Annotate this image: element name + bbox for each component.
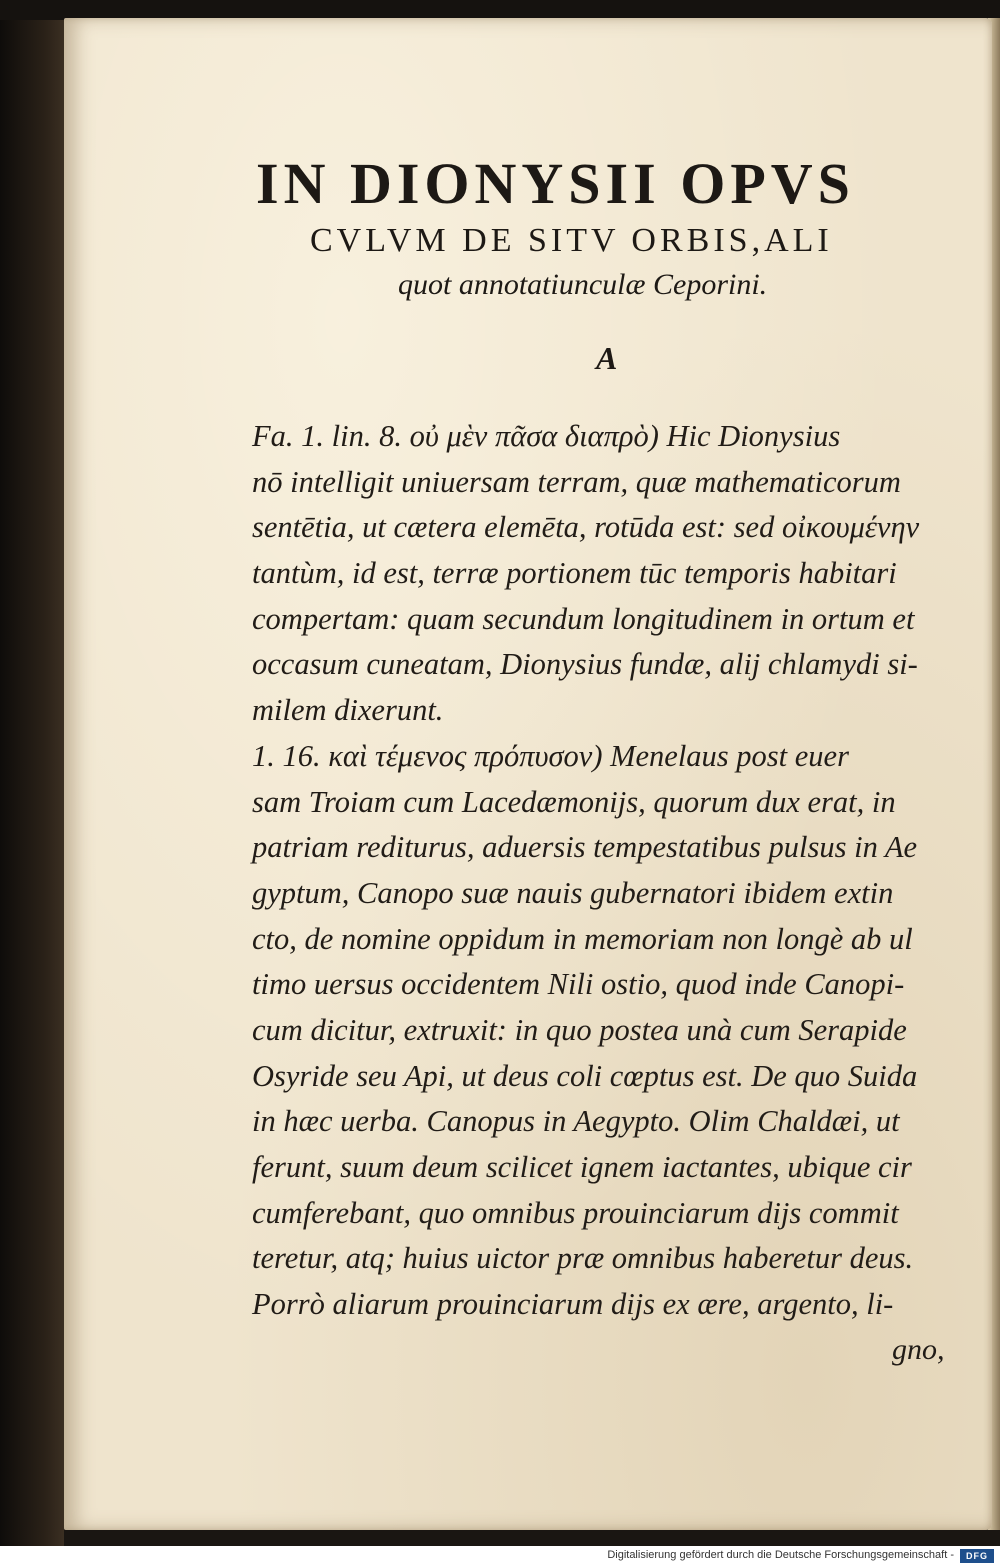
page-title-line-1: IN DIONYSII OPVS <box>256 151 855 216</box>
body-text <box>252 414 962 1328</box>
dfg-logo: DFG <box>960 1549 994 1563</box>
text-line: cumferebant, quo omnibus prouinciarum dijs commit <box>252 1195 899 1230</box>
text-line: cum dicitur, extruxit: in quo postea unà cum Serapide <box>252 1012 907 1047</box>
text-line: sam Troiam cum Lacedæmonijs, quorum dux erat, in <box>252 784 896 819</box>
text-line: compertam: quam secundum longitudinem in ortum et <box>252 601 915 636</box>
scan-background-top <box>0 0 1000 20</box>
footer-credit: Digitalisierung gefördert durch die Deutsche Forschungsgemeinschaft - <box>607 1549 954 1561</box>
scan-background-left <box>0 0 64 1566</box>
page-title-line-2: CVLVM DE SITV ORBIS,ALI <box>310 222 833 259</box>
text-line: ferunt, suum deum scilicet ignem iactantes, ubique cir <box>252 1150 912 1184</box>
text-line: teretur, atq; huius uictor præ omnibus haberetur deus. <box>252 1241 914 1276</box>
text-line: sentētia, ut cætera elemēta, rotūda est: sed οἰκουμένην <box>252 510 920 545</box>
text-line: cto, de nomine oppidum in memoriam non longè ab ul <box>252 921 913 956</box>
page-title-line-3: quot annotatiunculæ Ceporini. <box>398 268 768 301</box>
text-line: milem dixerunt. <box>252 693 444 728</box>
text-line: gyptum, Canopo suæ nauis gubernatori ibidem extin <box>252 875 894 910</box>
text-line: tantùm, id est, terræ portionem tūc temporis habitari <box>252 556 897 591</box>
text-line: Fa. 1. lin. 8. οὐ μὲν πᾶσα διαπρὸ) Hic Dionysius <box>252 419 841 453</box>
text-line: Porrò aliarum prouinciarum dijs ex ære, argento, li- <box>252 1287 894 1322</box>
text-line: occasum cuneatam, Dionysius fundæ, alij chlamydi si- <box>252 647 918 682</box>
footer-bar <box>0 1546 1000 1566</box>
text-line: Osyride seu Api, ut deus coli cœptus est. De quo Suida <box>252 1058 918 1093</box>
text-line: 1. 16. καὶ τέμενος πρόπυσον) Menelaus post euer <box>252 738 849 773</box>
catchword: gno, <box>892 1333 945 1366</box>
text-line: timo uersus occidentem Nili ostio, quod inde Canopi- <box>252 967 905 1002</box>
section-letter: A <box>596 340 618 376</box>
text-line: in hæc uerba. Canopus in Aegypto. Olim Chaldæi, ut <box>252 1104 900 1139</box>
text-line: patriam rediturus, aduersis tempestatibus pulsus in Ae <box>252 830 918 865</box>
text-line: nō intelligit uniuersam terram, quæ mathematicorum <box>252 464 901 499</box>
